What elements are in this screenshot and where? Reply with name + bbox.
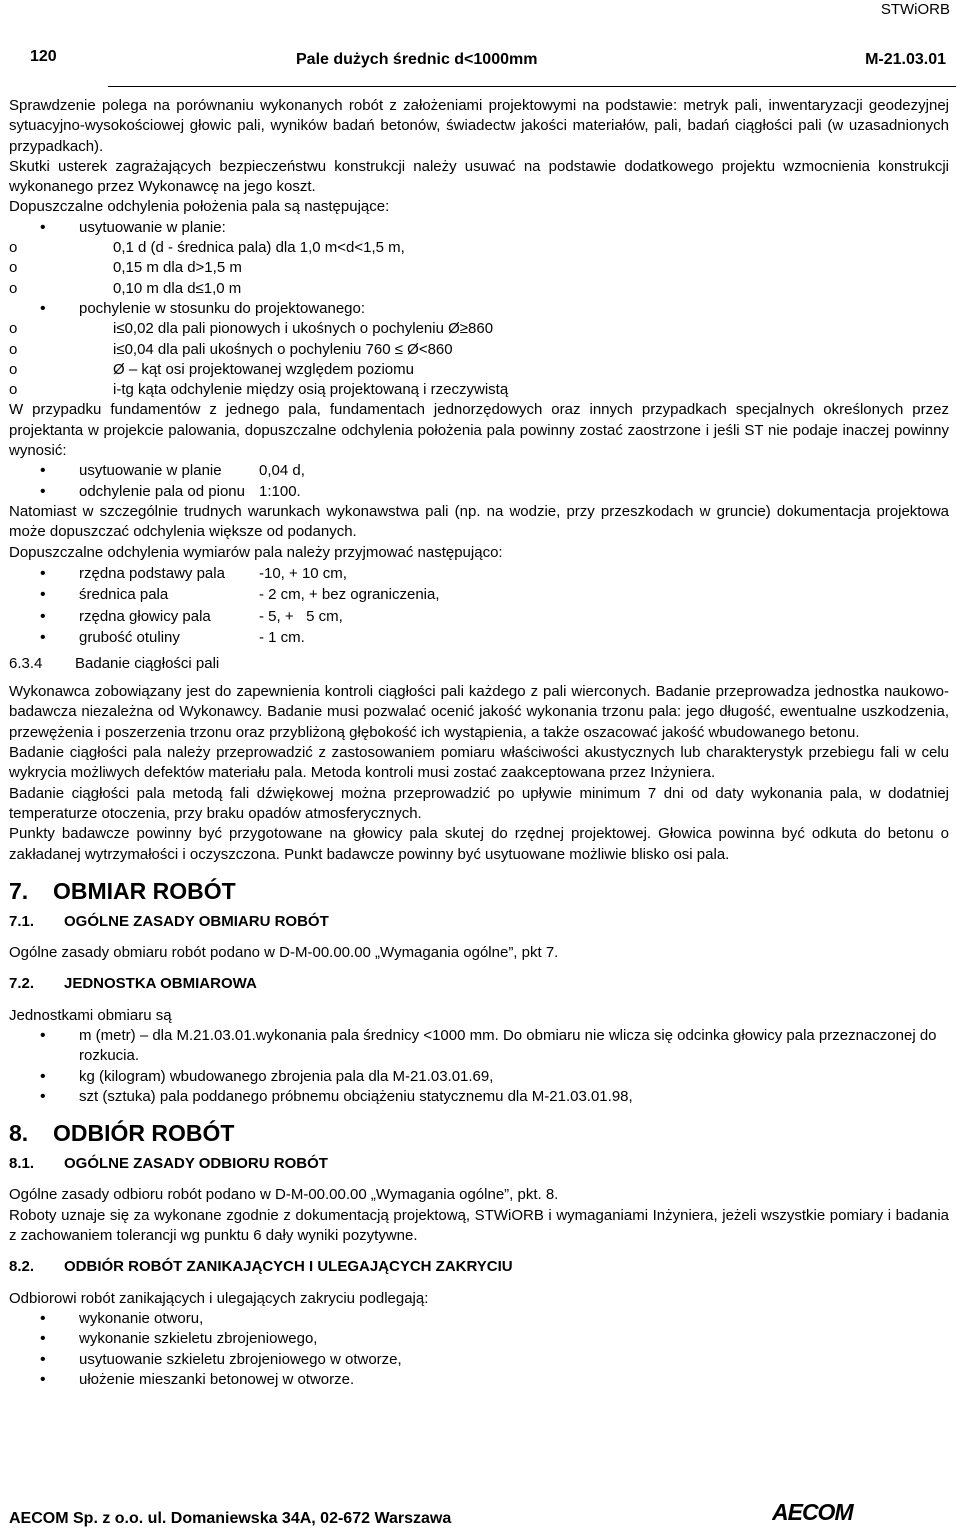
sub-list-item: o i≤0,04 dla pali ukośnych o pochyleniu 760 ≤ Ø<860	[9, 340, 949, 360]
section-heading-7: 7. OBMIAR ROBÓT	[9, 877, 236, 904]
list-item: • wykonanie otworu,	[9, 1309, 949, 1329]
sub-list-item: o i≤0,02 dla pali pionowych i ukośnych o pochyleniu Ø≥860	[9, 319, 949, 339]
list-item: • szt (sztuka) pala poddanego próbnemu obciążeniu statycznemu dla M-21.03.01.98,	[9, 1087, 949, 1107]
measurement-units-list	[9, 1026, 949, 1107]
paragraph: Jednostkami obmiaru są	[9, 1006, 172, 1024]
sub-list	[79, 238, 949, 299]
list-item: • rzędna podstawy pala -10, + 10 cm,	[9, 563, 949, 585]
sub-list	[79, 319, 949, 400]
sub-list-item: o 0,1 d (d - średnica pala) dla 1,0 m<d<1,5 m,	[9, 238, 949, 258]
list-item: • kg (kilogram) wbudowanego zbrojenia pala dla M-21.03.01.69,	[9, 1067, 949, 1087]
section-heading-6-3-4: 6.3.4 Badanie ciągłości pali	[9, 654, 220, 672]
list-item: • grubość otuliny - 1 cm.	[9, 627, 949, 649]
paragraph: Dopuszczalne odchylenia wymiarów pala należy przyjmować następująco:	[9, 543, 503, 561]
paragraph: Roboty uznaje się za wykonane zgodnie z dokumentacją projektową, STWiORB i wymaganiami Inżyniera, jeżeli wszystkie pomiary i badania z zachowaniem tolerancji wg punktu 6 dały wyniki pozytywne.	[9, 1206, 949, 1245]
section-heading-7-1: 7.1. OGÓLNE ZASADY OBMIARU ROBÓT	[9, 912, 329, 930]
paragraph: Ogólne zasady odbioru robót podano w D-M-00.00.00 „Wymagania ogólne”, pkt. 8.	[9, 1186, 559, 1204]
document-body	[9, 96, 949, 1390]
header-rule	[108, 86, 956, 87]
list-item: • usytuowanie w planie 0,04 d,	[9, 461, 949, 481]
list-item: • średnica pala - 2 cm, + bez ograniczenia,	[9, 584, 949, 606]
list-item: • m (metr) – dla M.21.03.01.wykonania pala średnicy <1000 mm. Do obmiaru nie wlicza się odcinka głowicy pala przeznaczonej do rozkucia.	[9, 1026, 949, 1067]
list-item: • odchylenie pala od pionu 1:100.	[9, 482, 949, 502]
section-heading-8: 8. ODBIÓR ROBÓT	[9, 1120, 235, 1147]
document-title: Pale dużych średnic d<1000mm	[296, 51, 538, 68]
paragraph: Punkty badawcze powinny być przygotowane na głowicy pala skutej do rzędnej projektowej. Głowica powinna być odkuta do betonu o zakładanej wytrzymałości i oczyszczona. Punkt badawcze powinny być usytuowane możliwie blisko osi pala.	[9, 825, 949, 863]
page-header	[0, 44, 960, 74]
page-number: 120	[30, 48, 57, 65]
paragraph: W przypadku fundamentów z jednego pala, fundamentach jednorzędowych oraz innych przypadkach specjalnych określonych przez projektanta w projekcie palowania, dopuszczalne odchylenia położenia pala powinny zostać zaostrzone i jeśli ST nie podaje inaczej powinny wynosić:	[9, 401, 949, 460]
sub-list-item: o 0,15 m dla d>1,5 m	[9, 258, 949, 278]
paragraph: Sprawdzenie polega na porównaniu wykonanych robót z założeniami projektowymi na podstawie: metryk pali, inwentaryzacji geodezyjnej sytuacyjno-wysokościowej głowic pali, wyników badań betonów, świadectw jakości materiałów, pali, badań ciągłości pali (w uzasadnionych przypadkach).	[9, 97, 949, 155]
paragraph: Odbiorowi robót zanikających i ulegających zakryciu podlegają:	[9, 1289, 429, 1307]
paragraph: Skutki usterek zagrażających bezpieczeństwu konstrukcji należy usuwać na podstawie dodatkowego projektu wzmocnienia konstrukcji wykonanego przez Wykonawcę na jego koszt.	[9, 157, 949, 196]
footer-address: AECOM Sp. z o.o. ul. Domaniewska 34A, 02-672 Warszawa	[9, 1510, 452, 1527]
list-item: • rzędna głowicy pala - 5, + 5 cm,	[9, 606, 949, 628]
paragraph: Dopuszczalne odchylenia położenia pala są następujące:	[9, 198, 390, 216]
paragraph: Badanie ciągłości pala metodą fali dźwiękowej można przeprowadzić po upływie minimum 7 dni od daty wykonania pala, w dodatniej temperaturze otoczenia, przy braku opadów atmosferycznych.	[9, 784, 949, 822]
paragraph: Ogólne zasady obmiaru robót podano w D-M-00.00.00 „Wymagania ogólne”, pkt 7.	[9, 944, 559, 962]
dimension-deviation-list	[9, 563, 949, 649]
deviation-list	[9, 218, 949, 401]
header-org: STWiORB	[880, 1, 950, 18]
paragraph: Natomiast w szczególnie trudnych warunkach wykonawstwa pali (np. na wodzie, przy przeszkodach w gruncie) dokumentacja projektowa może dopuszczać odchylenia większe od podanych.	[9, 502, 949, 541]
paragraph: Badanie ciągłości pala należy przeprowadzić z zastosowaniem pomiaru właściwości akustycznych lub charakterystyk przebiegu fali w celu wykrycia możliwych defektów materiału pala. Metoda kontroli musi zostać zaakceptowana przez Inżyniera.	[9, 744, 949, 782]
list-item: • wykonanie szkieletu zbrojeniowego,	[9, 1329, 949, 1349]
strict-deviation-list	[9, 461, 949, 502]
paragraph: Wykonawca zobowiązany jest do zapewnienia kontroli ciągłości pali każdego z pali wierconych. Badanie przeprowadza jednostka naukowo-badawcza niezależna od Wykonawcy. Badanie musi pozwalać ocenić jakość wykonania trzonu pala: jego długość, ewentualne uszkodzenia, przewężenia i poszerzenia trzonu oraz przybliżoną głębokość ich wystąpienia, a także oszacować jakość wbudowanego betonu.	[9, 683, 949, 741]
list-item: • usytuowanie w planie: o 0,1 d (d - średnica pala) dla 1,0 m<d<1,5 m, o 0,15 m dla d>1,5 m o 0,10 m dla d≤1,0 m	[9, 218, 949, 299]
aecom-logo-text: AECOM	[772, 1500, 853, 1524]
section-heading-8-2: 8.2. ODBIÓR ROBÓT ZANIKAJĄCYCH I ULEGAJĄCYCH ZAKRYCIU	[9, 1258, 513, 1276]
list-item: • pochylenie w stosunku do projektowanego: o i≤0,02 dla pali pionowych i ukośnych o pochyleniu Ø≥860 o i≤0,04 dla pali ukośnych o pochyleniu 760 ≤ Ø<860 o Ø – kąt osi projektowanej względem poziomu o i-tg kąta odchylenie między osią projektowaną i rzeczywistą	[9, 299, 949, 400]
spec-code: M-21.03.01	[865, 51, 946, 68]
sub-list-item: o i-tg kąta odchylenie między osią projektowaną i rzeczywistą	[9, 380, 949, 400]
list-item: • ułożenie mieszanki betonowej w otworze.	[9, 1370, 949, 1390]
aecom-logo	[772, 1500, 884, 1528]
sub-list-item: o Ø – kąt osi projektowanej względem poziomu	[9, 360, 949, 380]
list-item: • usytuowanie szkieletu zbrojeniowego w otworze,	[9, 1350, 949, 1370]
sub-list-item: o 0,10 m dla d≤1,0 m	[9, 279, 949, 299]
section-heading-7-2: 7.2. JEDNOSTKA OBMIAROWA	[9, 975, 257, 993]
section-heading-8-1: 8.1. OGÓLNE ZASADY ODBIORU ROBÓT	[9, 1155, 328, 1173]
aecom-logo-graphic	[772, 1500, 884, 1524]
covered-works-list	[9, 1309, 949, 1390]
